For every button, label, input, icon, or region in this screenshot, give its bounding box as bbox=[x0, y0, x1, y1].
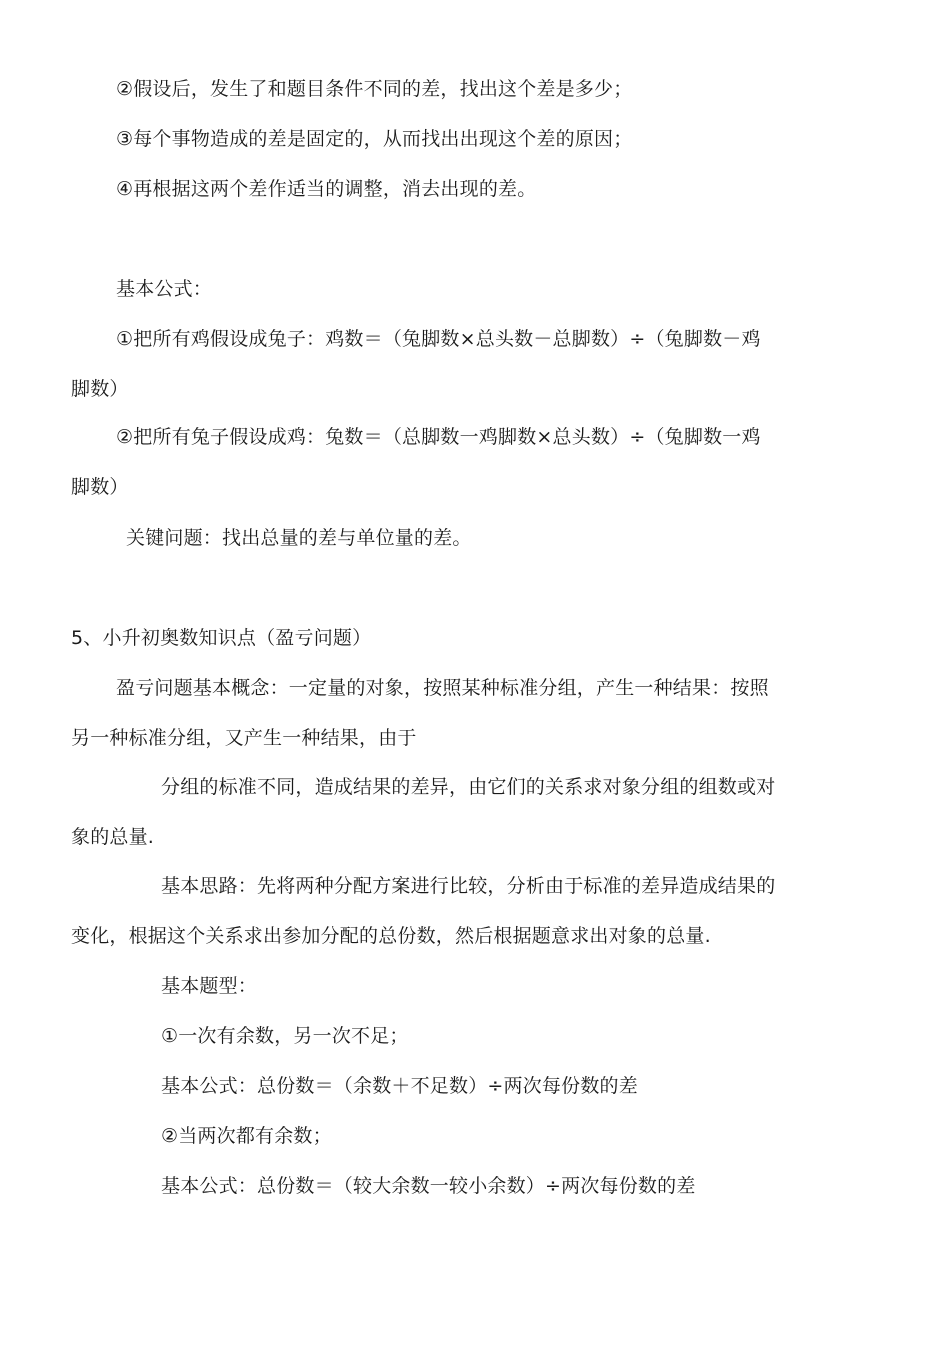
text-line: 另一种标准分组，又产生一种结果，由于 bbox=[71, 727, 417, 749]
text-line: 变化，根据这个关系求出参加分配的总份数，然后根据题意求出对象的总量. bbox=[71, 925, 711, 947]
text-line: ③每个事物造成的差是固定的，从而找出出现这个差的原因； bbox=[116, 128, 633, 150]
formula-line: 基本公式：总份数＝（余数＋不足数）÷两次每份数的差 bbox=[161, 1075, 638, 1097]
text-line: 象的总量. bbox=[71, 826, 155, 848]
formula-line-continued: 脚数） bbox=[71, 378, 129, 400]
text-line: 关键问题：找出总量的差与单位量的差。 bbox=[126, 527, 472, 549]
formula-line: ①把所有鸡假设成兔子：鸡数＝（兔脚数×总头数－总脚数）÷（兔脚数－鸡 bbox=[116, 328, 761, 350]
text-line: ④再根据这两个差作适当的调整，消去出现的差。 bbox=[116, 178, 537, 200]
formula-line-continued: 脚数） bbox=[71, 476, 129, 498]
text-line: 盈亏问题基本概念：一定量的对象，按照某种标准分组，产生一种结果：按照 bbox=[116, 677, 769, 699]
section-title: 5、小升初奥数知识点（盈亏问题） bbox=[71, 627, 372, 649]
text-line: ②当两次都有余数； bbox=[161, 1125, 332, 1147]
section-heading: 基本题型： bbox=[161, 975, 258, 997]
text-line: ①一次有余数，另一次不足； bbox=[161, 1025, 409, 1047]
text-line: 分组的标准不同，造成结果的差异，由它们的关系求对象分组的组数或对 bbox=[161, 776, 776, 798]
text-line: 基本思路：先将两种分配方案进行比较，分析由于标准的差异造成结果的 bbox=[161, 875, 776, 897]
section-heading: 基本公式： bbox=[116, 278, 213, 300]
text-line: ②假设后，发生了和题目条件不同的差，找出这个差是多少； bbox=[116, 78, 633, 100]
formula-line: 基本公式：总份数＝（较大余数一较小余数）÷两次每份数的差 bbox=[161, 1175, 696, 1197]
formula-line: ②把所有兔子假设成鸡：兔数＝（总脚数一鸡脚数×总头数）÷（兔脚数一鸡 bbox=[116, 426, 761, 448]
